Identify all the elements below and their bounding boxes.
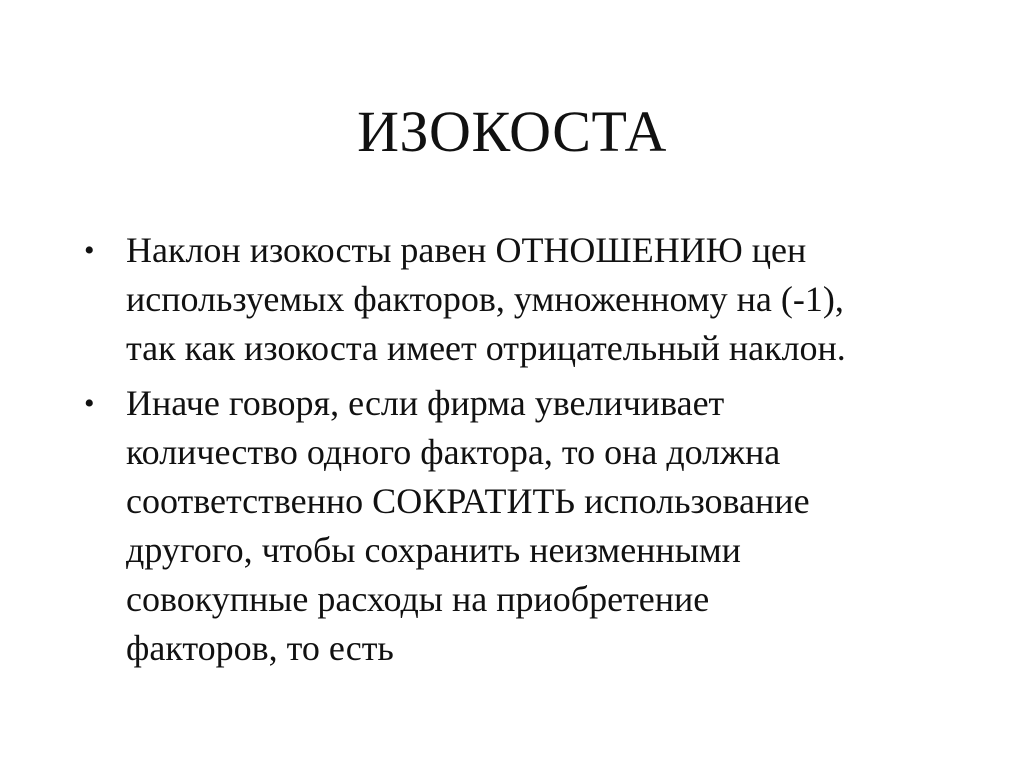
bullet-1-line-2: используемых факторов, умноженному на (-1), bbox=[126, 279, 844, 319]
bullet-1-line-1: Наклон изокосты равен ОТНОШЕНИЮ цен bbox=[126, 230, 807, 270]
bullet-icon: • bbox=[84, 387, 95, 420]
bullet-2-line-6: факторов, то есть bbox=[126, 628, 394, 668]
bullet-2-line-5: совокупные расходы на приобретение bbox=[126, 579, 710, 619]
bullet-item-1 bbox=[84, 226, 944, 373]
bullet-list bbox=[84, 226, 944, 679]
slide-title: ИЗОКОСТА bbox=[357, 99, 667, 164]
bullet-2-line-2: количество одного фактора, то она должна bbox=[126, 432, 781, 472]
bullet-icon: • bbox=[84, 234, 95, 267]
bullet-1-line-3: так как изокоста имеет отрицательный наклон. bbox=[126, 328, 846, 368]
bullet-2-line-1: Иначе говоря, если фирма увеличивает bbox=[126, 383, 725, 423]
bullet-item-2 bbox=[84, 379, 944, 673]
bullet-2-line-4: другого, чтобы сохранить неизменными bbox=[126, 530, 741, 570]
bullet-2-line-3: соответственно СОКРАТИТЬ использование bbox=[126, 481, 810, 521]
